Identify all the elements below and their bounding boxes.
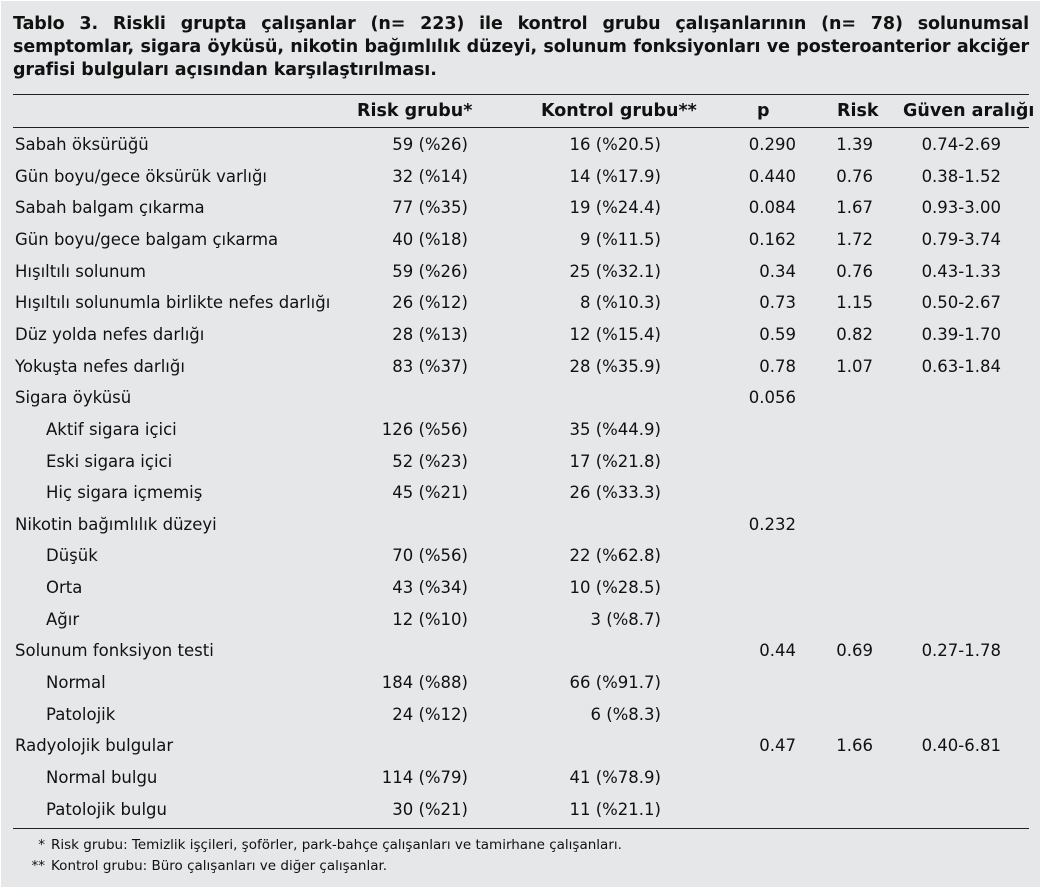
cell-risk-group: 70 (%56) (392, 546, 468, 566)
cell-confidence-interval: 0.39-1.70 (921, 324, 1001, 344)
cell-control-group: 8 (%10.3) (579, 293, 661, 313)
header-risk-group: Risk grubu* (357, 101, 473, 121)
table-row (1, 635, 1040, 667)
row-label: Düz yolda nefes darlığı (15, 324, 205, 344)
row-label: Sabah balgam çıkarma (15, 198, 205, 218)
cell-control-group: 19 (%24.4) (569, 198, 661, 218)
footnote-mark: * (38, 837, 45, 853)
cell-p-value: 0.44 (759, 641, 796, 661)
cell-p-value: 0.59 (759, 324, 796, 344)
cell-risk: 1.66 (836, 736, 873, 756)
cell-p-value: 0.78 (759, 356, 796, 376)
cell-p-value: 0.73 (759, 293, 796, 313)
table-row (1, 351, 1040, 383)
cell-risk-group: 28 (%13) (392, 324, 468, 344)
table-row (1, 604, 1040, 636)
cell-confidence-interval: 0.40-6.81 (921, 736, 1001, 756)
table-row (1, 256, 1040, 288)
row-label: Yokuşta nefes darlığı (15, 356, 185, 376)
cell-risk-group: 30 (%21) (392, 799, 468, 819)
row-label: Patolojik bulgu (46, 799, 167, 819)
cell-p-value: 0.232 (748, 514, 796, 534)
header-bottom-rule (13, 127, 1029, 128)
cell-risk-group: 32 (%14) (392, 166, 468, 186)
cell-risk-group: 59 (%26) (392, 135, 468, 154)
table-row (1, 540, 1040, 572)
footnote-text: Kontrol grubu: Büro çalışanları ve diğer çalışanlar. (51, 858, 388, 874)
cell-risk-group: 83 (%37) (392, 356, 468, 376)
row-label: Hışıltılı solunumla birlikte nefes darlığı (15, 293, 331, 313)
cell-confidence-interval: 0.27-1.78 (921, 641, 1001, 661)
footnote-1 (21, 835, 622, 856)
table-row (1, 572, 1040, 604)
cell-control-group: 66 (%91.7) (569, 673, 661, 693)
cell-control-group: 25 (%32.1) (569, 261, 661, 281)
row-label: Hışıltılı solunum (15, 261, 146, 281)
footnote-2 (21, 856, 622, 877)
cell-control-group: 3 (%8.7) (590, 609, 661, 629)
cell-p-value: 0.47 (759, 736, 796, 756)
cell-confidence-interval: 0.79-3.74 (921, 229, 1001, 249)
table-row (1, 224, 1040, 256)
cell-confidence-interval: 0.50-2.67 (921, 293, 1001, 313)
cell-confidence-interval: 0.93-3.00 (921, 198, 1001, 218)
row-label: Normal bulgu (46, 768, 158, 787)
table-row (1, 667, 1040, 699)
cell-control-group: 9 (%11.5) (579, 229, 661, 249)
table-row (1, 192, 1040, 224)
cell-risk-group: 12 (%10) (392, 609, 468, 629)
cell-risk-group: 114 (%79) (381, 768, 468, 787)
cell-control-group: 35 (%44.9) (569, 419, 661, 439)
cell-confidence-interval: 0.38-1.52 (921, 166, 1001, 186)
cell-control-group: 14 (%17.9) (569, 166, 661, 186)
cell-control-group: 17 (%21.8) (569, 451, 661, 471)
cell-control-group: 41 (%78.9) (569, 768, 661, 787)
row-label: Hiç sigara içmemiş (46, 483, 203, 503)
cell-risk-group: 26 (%12) (392, 293, 468, 313)
cell-risk: 1.39 (836, 135, 873, 154)
row-label: Patolojik (46, 704, 116, 724)
table-row (1, 699, 1040, 731)
cell-risk: 1.72 (836, 229, 873, 249)
cell-p-value: 0.440 (748, 166, 796, 186)
table-row (1, 319, 1040, 351)
footnote-mark: ** (31, 858, 45, 874)
table-row (1, 287, 1040, 319)
cell-risk-group: 24 (%12) (392, 704, 468, 724)
header-control-group: Kontrol grubu** (541, 101, 697, 121)
cell-risk-group: 77 (%35) (392, 198, 468, 218)
cell-p-value: 0.084 (748, 198, 796, 218)
cell-p-value: 0.056 (748, 388, 796, 408)
cell-risk-group: 40 (%18) (392, 229, 468, 249)
cell-p-value: 0.290 (748, 135, 796, 154)
row-label: Sabah öksürüğü (15, 135, 149, 154)
table-row (1, 161, 1040, 193)
cell-risk: 0.76 (836, 166, 873, 186)
table-row (1, 794, 1040, 826)
table-row (1, 477, 1040, 509)
cell-control-group: 22 (%62.8) (569, 546, 661, 566)
cell-risk-group: 52 (%23) (392, 451, 468, 471)
row-label: Sigara öyküsü (15, 388, 132, 408)
table-row (1, 129, 1040, 161)
cell-confidence-interval: 0.43-1.33 (921, 261, 1001, 281)
cell-control-group: 10 (%28.5) (569, 578, 661, 598)
row-label: Orta (46, 578, 83, 598)
cell-risk: 1.15 (836, 293, 873, 313)
cell-confidence-interval: 0.63-1.84 (921, 356, 1001, 376)
cell-control-group: 16 (%20.5) (569, 135, 661, 154)
cell-risk-group: 126 (%56) (381, 419, 468, 439)
row-label: Solunum fonksiyon testi (15, 641, 214, 661)
table-bottom-rule (13, 828, 1029, 829)
table-caption: Tablo 3. Riskli grupta çalışanlar (n= 223) ile kontrol grubu çalışanlarının (n= 78) solunumsal semptomlar, sigara öyküsü, nikotin bağımlılık düzeyi, solunum fonksiyonları ve posteroanterior akciğer grafisi bulguları açısından karşılaştırılması. (13, 14, 1029, 80)
header-confidence-interval: Güven aralığı (903, 101, 1035, 121)
header-risk: Risk (837, 101, 879, 121)
row-label: Düşük (46, 546, 98, 566)
cell-risk-group: 184 (%88) (381, 673, 468, 693)
cell-risk: 0.69 (836, 641, 873, 661)
row-label: Radyolojik bulgular (15, 736, 174, 756)
table-row (1, 382, 1040, 414)
cell-risk: 0.82 (836, 324, 873, 344)
table-row (1, 509, 1040, 541)
row-label: Gün boyu/gece balgam çıkarma (15, 229, 279, 249)
cell-control-group: 28 (%35.9) (569, 356, 661, 376)
row-label: Nikotin bağımlılık düzeyi (15, 514, 217, 534)
cell-risk: 1.67 (836, 198, 873, 218)
table-row (1, 414, 1040, 446)
cell-risk: 1.07 (836, 356, 873, 376)
table-row (1, 730, 1040, 762)
cell-control-group: 26 (%33.3) (569, 483, 661, 503)
table-row (1, 446, 1040, 478)
header-top-rule (13, 94, 1029, 95)
cell-risk-group: 59 (%26) (392, 261, 468, 281)
footnotes (21, 835, 622, 877)
cell-p-value: 0.34 (759, 261, 796, 281)
cell-control-group: 12 (%15.4) (569, 324, 661, 344)
cell-risk-group: 45 (%21) (392, 483, 468, 503)
row-label: Aktif sigara içici (46, 419, 177, 439)
row-label: Ağır (46, 609, 80, 629)
cell-confidence-interval: 0.74-2.69 (921, 135, 1001, 154)
cell-control-group: 11 (%21.1) (569, 799, 661, 819)
row-label: Gün boyu/gece öksürük varlığı (15, 166, 268, 186)
cell-risk: 0.76 (836, 261, 873, 281)
cell-control-group: 6 (%8.3) (590, 704, 661, 724)
cell-p-value: 0.162 (748, 229, 796, 249)
table-panel (1, 1, 1040, 887)
row-label: Eski sigara içici (46, 451, 173, 471)
row-label: Normal (46, 673, 106, 693)
footnote-text: Risk grubu: Temizlik işçileri, şoförler, park-bahçe çalışanları ve tamirhane çalışanları. (51, 837, 622, 853)
header-p: p (757, 101, 770, 121)
cell-risk-group: 43 (%34) (392, 578, 468, 598)
table-row (1, 762, 1040, 794)
